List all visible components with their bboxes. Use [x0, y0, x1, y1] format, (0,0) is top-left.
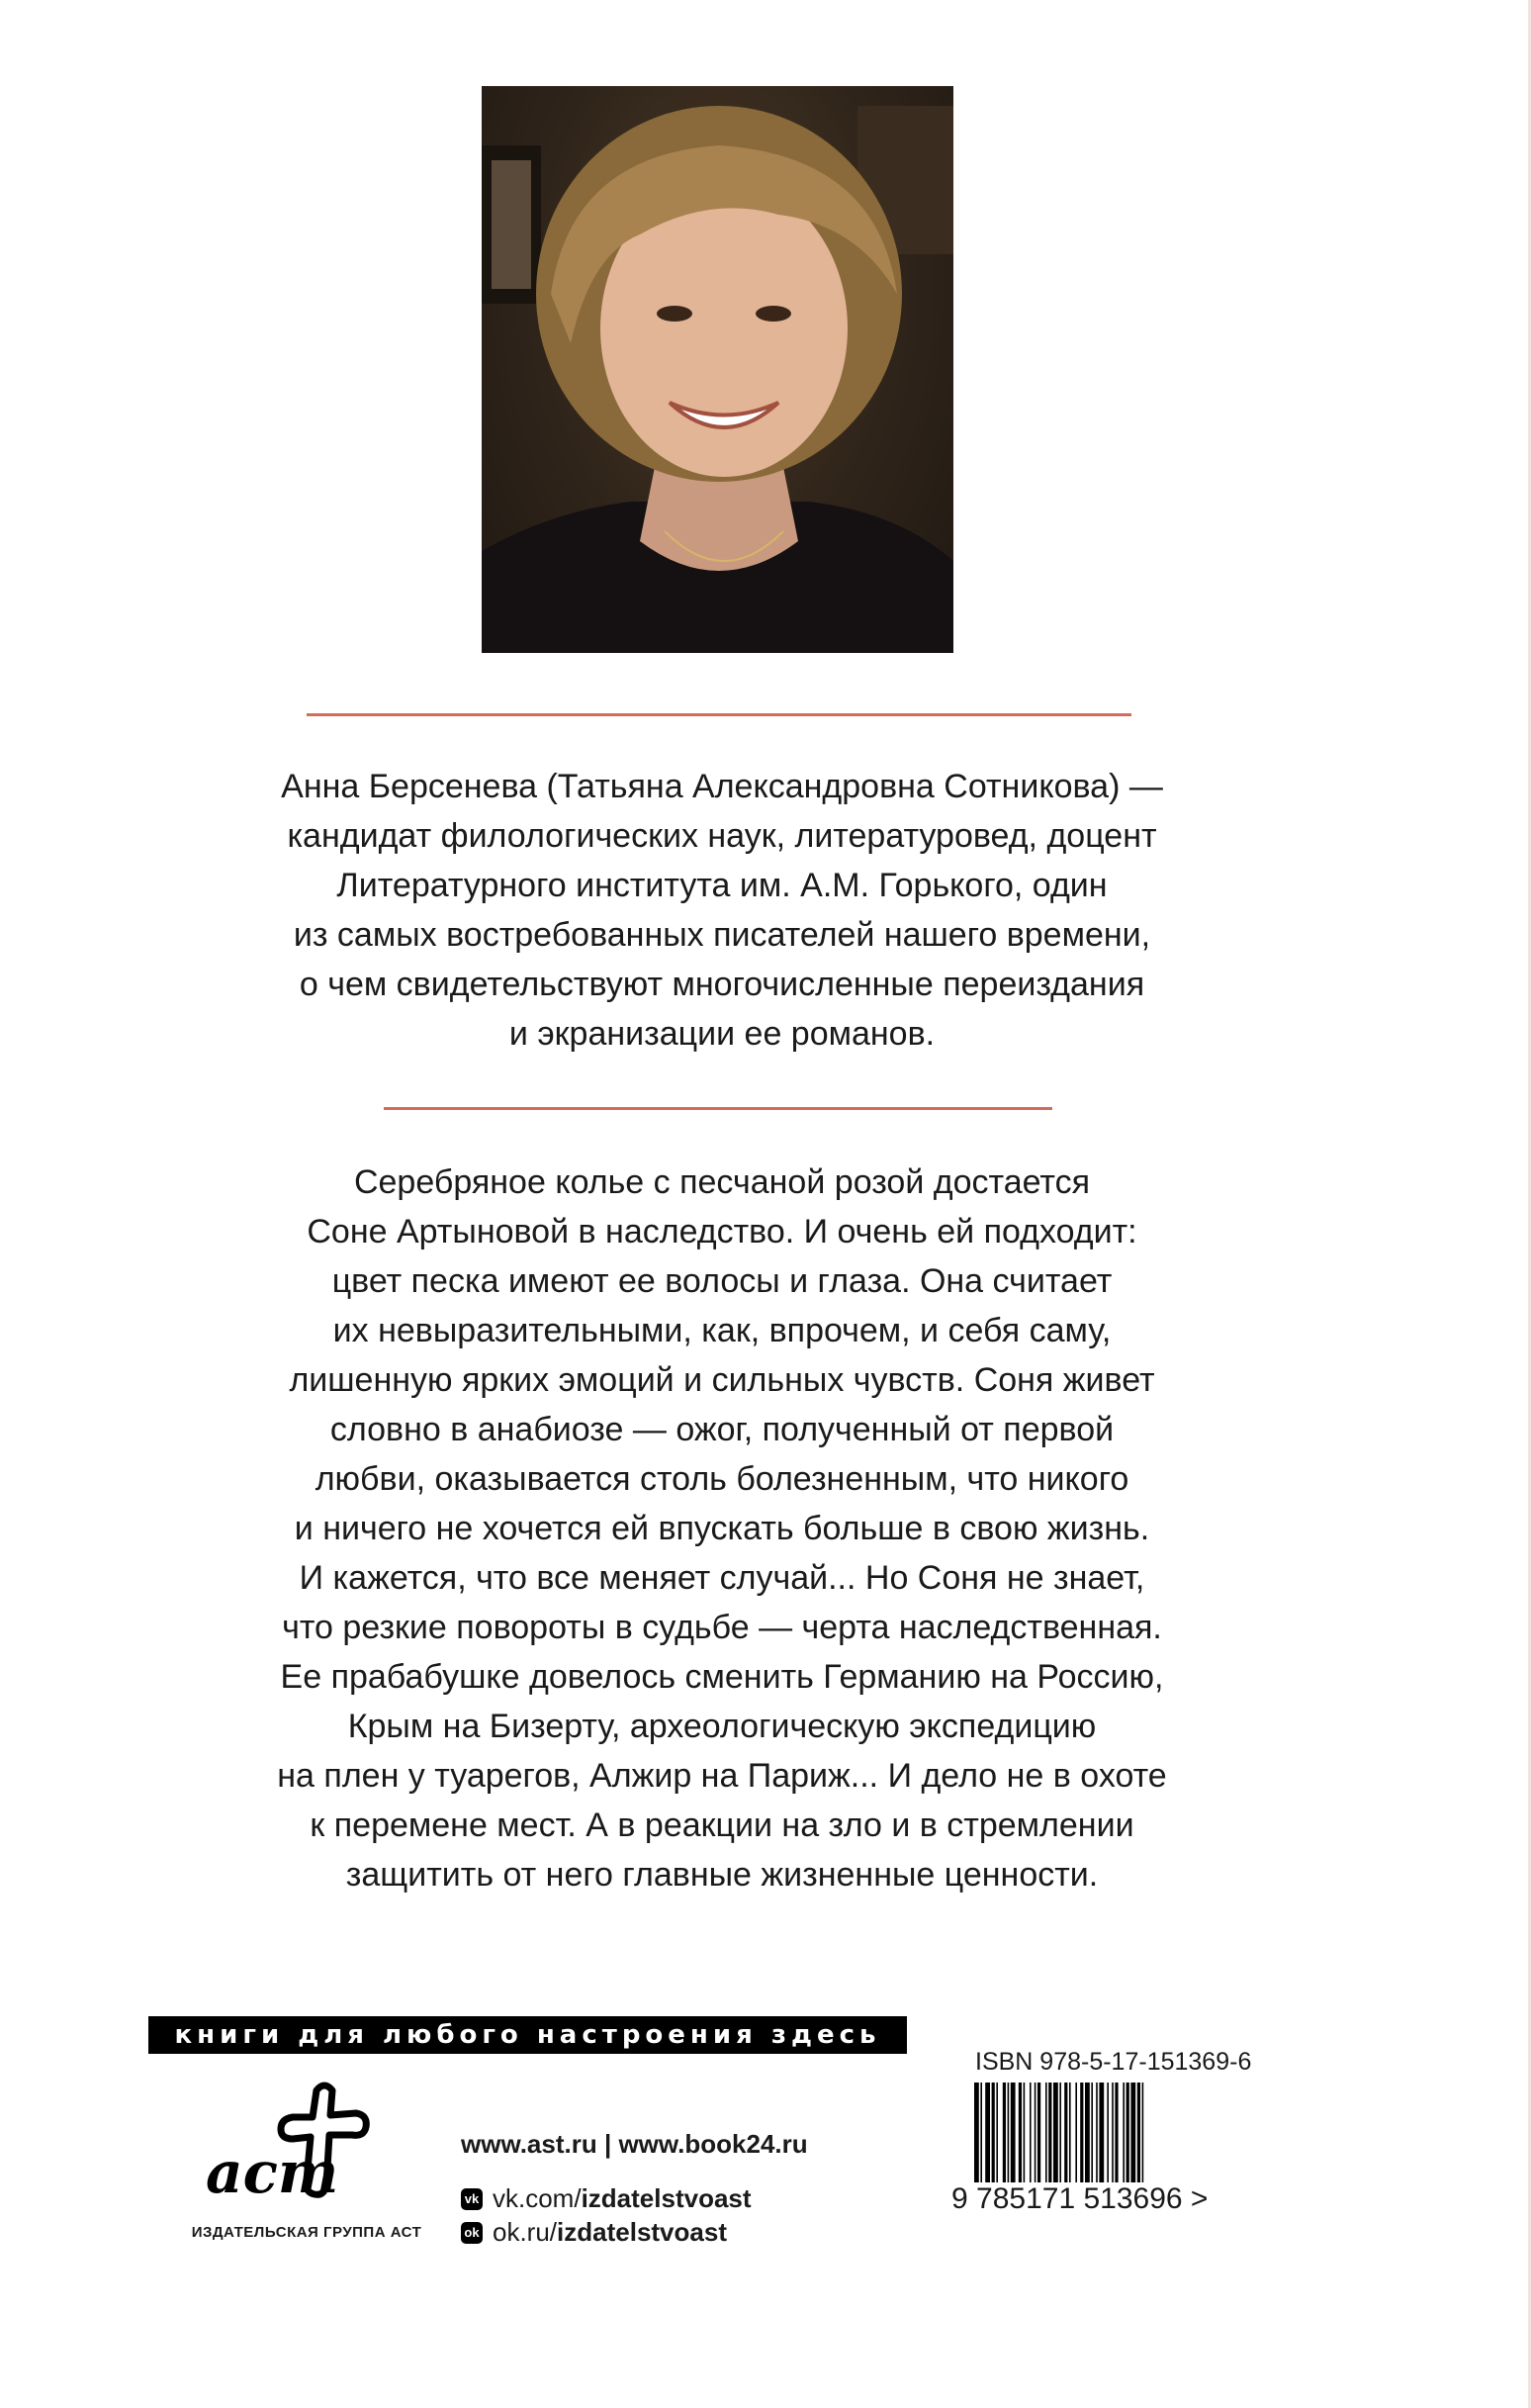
synopsis-line: И кажется, что все меняет случай... Но Соня не знает, [299, 1559, 1145, 1597]
websites-link[interactable]: www.ast.ru | www.book24.ru [461, 2129, 808, 2159]
synopsis-line: Ее прабабушке довелось сменить Германию на Россию, [280, 1658, 1164, 1696]
synopsis-line: любви, оказывается столь болезненным, что никого [315, 1460, 1129, 1498]
vk-icon: vk [461, 2188, 483, 2210]
ok-link[interactable] [461, 2217, 727, 2248]
bio-line: и экранизации ее романов. [508, 1015, 936, 1053]
synopsis-line: цвет песка имеют ее волосы и глаза. Она считает [331, 1262, 1113, 1300]
synopsis-line: Крым на Бизерту, археологическую экспедицию [347, 1708, 1097, 1745]
ok-handle: izdatelstvoast [557, 2217, 727, 2247]
bio-line: о чем свидетельствуют многочисленные переиздания [299, 966, 1145, 1003]
author-bio [158, 762, 1286, 1059]
ok-prefix: ok.ru/ [493, 2217, 558, 2247]
logo-text: аст [206, 2139, 339, 2206]
vk-prefix: vk.com/ [493, 2183, 582, 2213]
bio-line: Анна Берсенева (Татьяна Александровна Сотникова) — [281, 768, 1163, 805]
synopsis-line: лишенную ярких эмоций и сильных чувств. Соня живет [289, 1361, 1155, 1399]
author-photo [482, 86, 953, 653]
synopsis-line: Серебряное колье с песчаной розой достается [353, 1163, 1091, 1201]
synopsis-line: и ничего не хочется ей впускать больше в свою жизнь. [294, 1510, 1150, 1547]
synopsis-line: к перемене мест. А в реакции на зло и в стремлении [310, 1806, 1134, 1844]
synopsis-line: что резкие повороты в судьбе — черта наследственная. [282, 1609, 1162, 1646]
vk-link[interactable] [461, 2183, 752, 2214]
synopsis-line: защитить от него главные жизненные ценности. [345, 1856, 1099, 1894]
vk-handle: izdatelstvoast [581, 2183, 752, 2213]
synopsis-line: их невыразительными, как, впрочем, и себя саму, [332, 1312, 1112, 1349]
ok-icon: ok [461, 2222, 483, 2244]
divider-middle [384, 1107, 1052, 1110]
book-synopsis [158, 1158, 1286, 1899]
synopsis-line: Соне Артыновой в наследство. И очень ей подходит: [307, 1213, 1137, 1250]
publisher-logo [198, 2076, 396, 2214]
divider-top [307, 713, 1131, 716]
synopsis-line: словно в анабиозе — ожог, полученный от первой [329, 1411, 1115, 1448]
tagline-banner: книги для любого настроения здесь [148, 2016, 907, 2054]
bio-line: из самых востребованных писателей нашего времени, [293, 916, 1151, 954]
bio-line: кандидат филологических наук, литературовед, доцент [287, 817, 1157, 855]
barcode-digits: 9 785171 513696 > [951, 2182, 1209, 2215]
isbn-number: ISBN 978-5-17-151369-6 [975, 2048, 1252, 2076]
bio-line: Литературного института им. А.М. Горького, один [336, 867, 1108, 904]
publisher-caption: ИЗДАТЕЛЬСКАЯ ГРУППА АСТ [191, 2224, 422, 2241]
synopsis-line: на плен у туарегов, Алжир на Париж... И дело не в охоте [277, 1757, 1167, 1795]
